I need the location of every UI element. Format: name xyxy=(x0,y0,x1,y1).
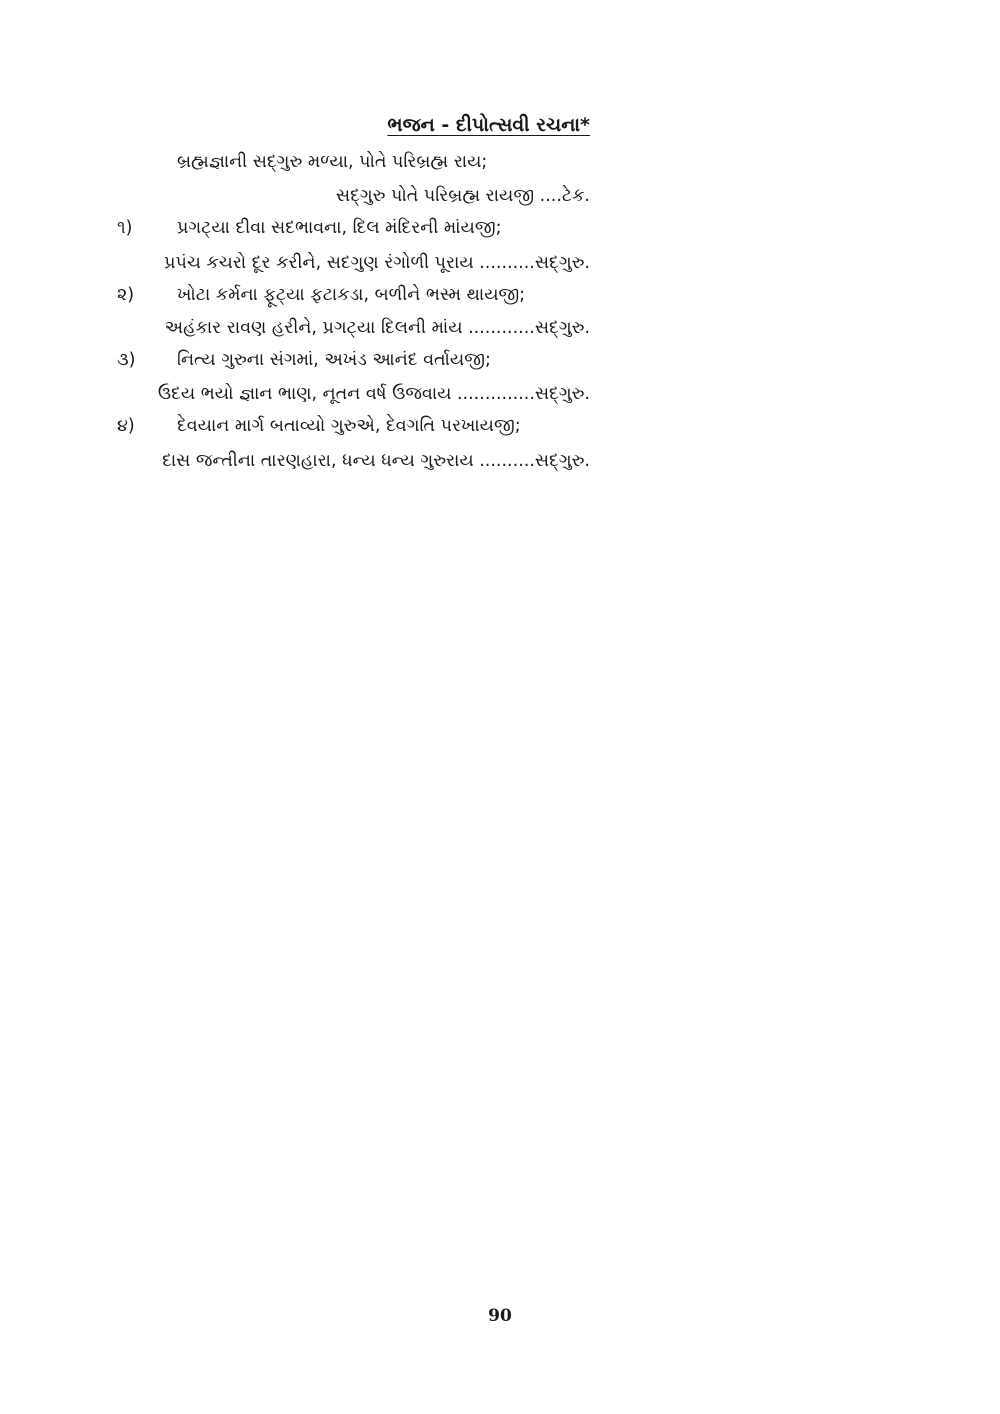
stanza-number: ૨) xyxy=(117,285,135,305)
intro-line-1: બ્રહ્મજ્ઞાની સદ્‌ગુરુ મળ્યા, પોતે પરિબ્રહ્મ રાય; xyxy=(177,152,488,172)
stanza-line-1: ખોટા કર્મના ફૂટ્યા ફટાકડા, બળીને ભસ્મ થાયજી; xyxy=(177,285,526,305)
stanza-number: ૧) xyxy=(117,218,133,238)
stanza-line-2: ઉદય ભયો જ્ઞાન ભાણ, નૂતન વર્ષ ઉજવાય ..............સદ્‌ગુરુ. xyxy=(157,384,590,404)
stanza-line-2: દાસ જન્તીના તારણહારા, ધન્ય ધન્ય ગુરુરાય ..........સદ્‌ગુરુ. xyxy=(162,451,590,471)
stanza-line-2: પ્રપંચ કચરો દૂર કરીને, સદગુણ રંગોળી પૂરાય ..........સદ્‌ગુરુ. xyxy=(164,253,590,273)
stanza-line-2: અહંકાર રાવણ હરીને, પ્રગટ્યા દિલની માંય ............સદ્‌ગુરુ. xyxy=(164,318,590,338)
intro-line-2-refrain: સદ્‌ગુરુ પોતે પરિબ્રહ્મ રાયજી ....ટેક. xyxy=(335,186,590,206)
stanza-line-1: નિત્ય ગુરુના સંગમાં, અખંડ આનંદ વર્તાયજી; xyxy=(177,350,491,370)
bhajan-title: ભજન - દીપોત્સવી રચના* xyxy=(387,114,590,136)
stanza-line-1: દેવયાન માર્ગ બતાવ્યો ગુરુએ, દેવગતિ પરખાયજી; xyxy=(177,416,521,436)
stanza-number: ૪) xyxy=(117,416,135,436)
page-number: 90 xyxy=(488,1306,512,1326)
stanza-number: ૩) xyxy=(117,350,136,370)
stanza-line-1: પ્રગટ્યા દીવા સદભાવના, દિલ મંદિરની માંયજી; xyxy=(177,218,502,238)
